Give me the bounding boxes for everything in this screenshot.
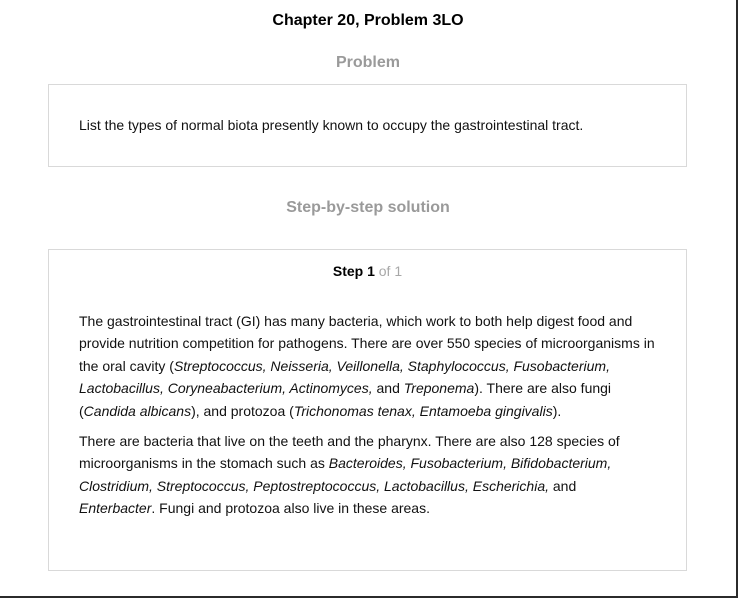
problem-heading: Problem (335, 54, 400, 71)
problem-text: List the types of normal biota presently known to occupy the gastrointestinal tract. (79, 117, 584, 133)
step-indicator (49, 263, 686, 279)
step-total: of 1 (374, 263, 403, 279)
problem-box (48, 84, 687, 167)
solution-paragraph: The gastrointestinal tract (GI) has many bacteria, which work to both help digest food and provide nutrition competition for pathogens. There are over 550 species of microorganisms in the oral cavity (Streptococcus, Neisseria, Veillonella, Staphylococcus, Fusobacterium, Lactobacillus, Coryneabacterium, Actinomyces, and Treponema). There are also fungi (Candida albicans), and protozoa (Trichonomas tenax, Entamoeba gingivalis). (79, 313, 655, 419)
solution-body (79, 310, 656, 528)
solution-paragraph: There are bacteria that live on the teeth and the pharynx. There are also 128 species of microorganisms in the stomach such as Bacteroides, Fusobacterium, Bifidobacterium, Clostridium, Streptococcus, Peptostreptococcus, Lactobacillus, Escherichia, and Enterbacter. Fungi and protozoa also live in these areas. (79, 433, 620, 517)
step-label: Step 1 (332, 263, 375, 279)
solution-heading: Step-by-step solution (286, 199, 450, 216)
solution-box (48, 249, 687, 571)
chapter-title: Chapter 20, Problem 3LO (272, 12, 464, 29)
